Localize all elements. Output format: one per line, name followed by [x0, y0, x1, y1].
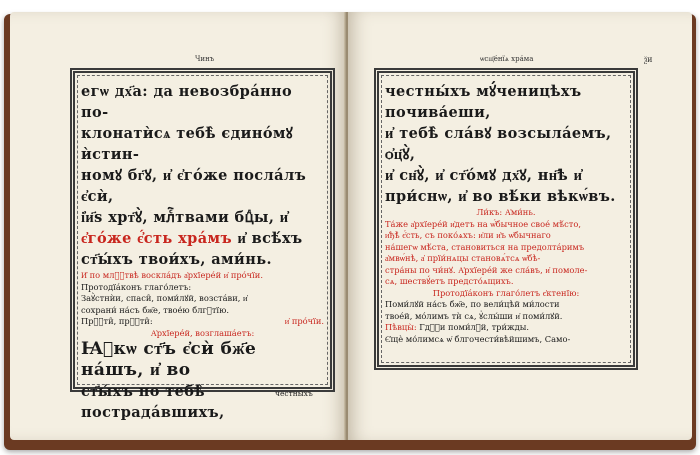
line-text: Протодїáконъ глаго́летъ: [81, 281, 192, 292]
line-text: Гдⷭ҇и поми́лꙋй, три́жды. [416, 322, 529, 332]
left-page-line [81, 270, 324, 282]
rubric-text: Пѣвцы̀: [385, 322, 417, 332]
right-page-number: ѯи [644, 55, 653, 64]
right-page-line [385, 276, 627, 288]
right-page-line [385, 253, 627, 265]
right-page-line [385, 165, 627, 186]
line-text: сѧ, шествꙋ́етъ предсто́ѧщихъ. [385, 276, 514, 286]
right-page-line [385, 230, 627, 242]
line-text: твоéй, мóлимъ тѝ сѧ, ꙋ҆слы́ши и҆ поми́лꙋй. [385, 310, 563, 321]
left-page-line [81, 123, 324, 165]
right-page [348, 12, 692, 440]
right-running-head: ѡсщ҃éнїѧ хрáма [480, 55, 534, 63]
line-text: ст҃ы́хъ твои́хъ, ами́нь. [81, 251, 272, 268]
right-text-block [385, 81, 627, 359]
line-text: Поми́лꙋй на́съ бж҃е, по вели́цѣй ми́лости [385, 299, 560, 309]
right-page-line [385, 186, 627, 207]
line-text: Протодїáконъ глаго́летъ є҆ктенїю: [432, 287, 580, 298]
right-page-line [385, 334, 627, 346]
right-text-frame [374, 68, 638, 370]
left-page-line [81, 305, 324, 317]
line-text: клонатѝсѧ тебѣ̀ єдинóмꙋ ѝстин- [81, 125, 294, 163]
right-page-line [385, 265, 627, 277]
right-page-line [385, 311, 627, 323]
left-page-line [81, 328, 324, 340]
left-page-line [81, 207, 324, 228]
line-text: и҆ сн҃ꙋ̀, и҆ ст҃óмꙋ дх҃ꙋ, нн҃ѣ и҆ [385, 167, 583, 184]
line-text: и҆ всѣ́хъ [232, 230, 303, 247]
left-page-line [81, 316, 324, 328]
right-page-line [385, 123, 627, 165]
right-page-line [385, 242, 627, 254]
line-text: А҆рхїерéй, возглашáетъ: [150, 327, 255, 338]
line-text: і҆и҃ѕ хрт҃ꙋ̀, млⷭ҇твами бцⷣы, и҆ [81, 209, 289, 226]
right-page-line [385, 288, 627, 300]
open-book [10, 12, 692, 444]
line-text: Ꙗ҆кѡ ст҃ъ є҆сѝ бж҃е на́шъ, и҆ во [81, 339, 257, 380]
left-page-line [81, 228, 324, 249]
line-text: номꙋ бг҃ꙋ, и҆ є҆гóже послáлъ є҆сѝ, [81, 167, 307, 205]
right-page-line [385, 219, 627, 231]
left-page-line [81, 165, 324, 207]
right-page-line [385, 299, 627, 311]
left-running-head: Чинъ [195, 55, 215, 63]
line-text: егѡ дх҃а: да невозбрáнно по- [81, 83, 293, 121]
line-text: и҆ђѣ̀ є҆́сть, съ поко́ѧхъ: и҆ли и҆ъ ѡ҆бычнаго [385, 230, 551, 240]
left-page-line [81, 81, 324, 123]
line-text: Є҆щѐ мо́лимсѧ ѡ҆ блгочести́вѣйшимъ, Само- [385, 333, 571, 344]
right-page-line [385, 322, 627, 334]
line-text: и҆ тебѣ̀ слáвꙋ возсылáемъ, ѻ҆ц҃ꙋ̀, [385, 125, 612, 163]
rubric-text: и҆ прóчїи. [284, 316, 324, 326]
left-page-line [81, 282, 324, 294]
left-page [10, 12, 346, 440]
left-page-line [81, 293, 324, 305]
right-page-line [385, 207, 627, 219]
left-page-line [81, 339, 324, 381]
left-page-line [81, 249, 324, 270]
left-catchword: честны́хъ [275, 389, 313, 398]
line-text: сохрани́ на́съ бж҃е, твое́ю блгⷣтїю. [81, 304, 229, 315]
line-text: Та́же а҆рхїерéй и҆детъ на ѡ҆́бычное своé мѣ́сто, [385, 218, 581, 229]
line-text: на́шегѡ мѣ́ста, становиться на предолтáримъ [385, 241, 585, 252]
line-text: Прⷭ҇ти̑, прⷭ҇ти̑: [81, 316, 153, 326]
line-text: Заꙋ̀стнѝи, спаси̑, поми́лꙋй, возстáви, и҆ [81, 293, 248, 303]
line-text: честны́хъ мꙋ́ченицѣхъ почива́еши, [385, 83, 582, 121]
line-text: а҆мвѡ́нѣ, а҆ прїи́нѧцы становѧ́тсѧ ѡ҆бѣ- [385, 253, 541, 263]
line-text: при́снѡ, и҆ во вѣ́ки вѣкѡ́въ. [385, 188, 616, 205]
left-page-line [81, 381, 324, 423]
line-text: И҆ по млⷭ҇твѣ восклáдъ а҆рхїерéй и҆ прóчїи. [81, 270, 263, 280]
line-text: ст҃ы́хъ по тебѣ̀ пострадáвшихъ, [81, 383, 225, 421]
line-text: стра́ны по чи́нꙋ. А҆рхїерéй же сла́въ, и҆ помоле- [385, 264, 588, 275]
line-text: Ли́къ: А҆ми́нь. [476, 207, 536, 217]
rubric-text: є҆гóже є҆́сть хрáмъ [81, 230, 233, 247]
right-page-line [385, 81, 627, 123]
